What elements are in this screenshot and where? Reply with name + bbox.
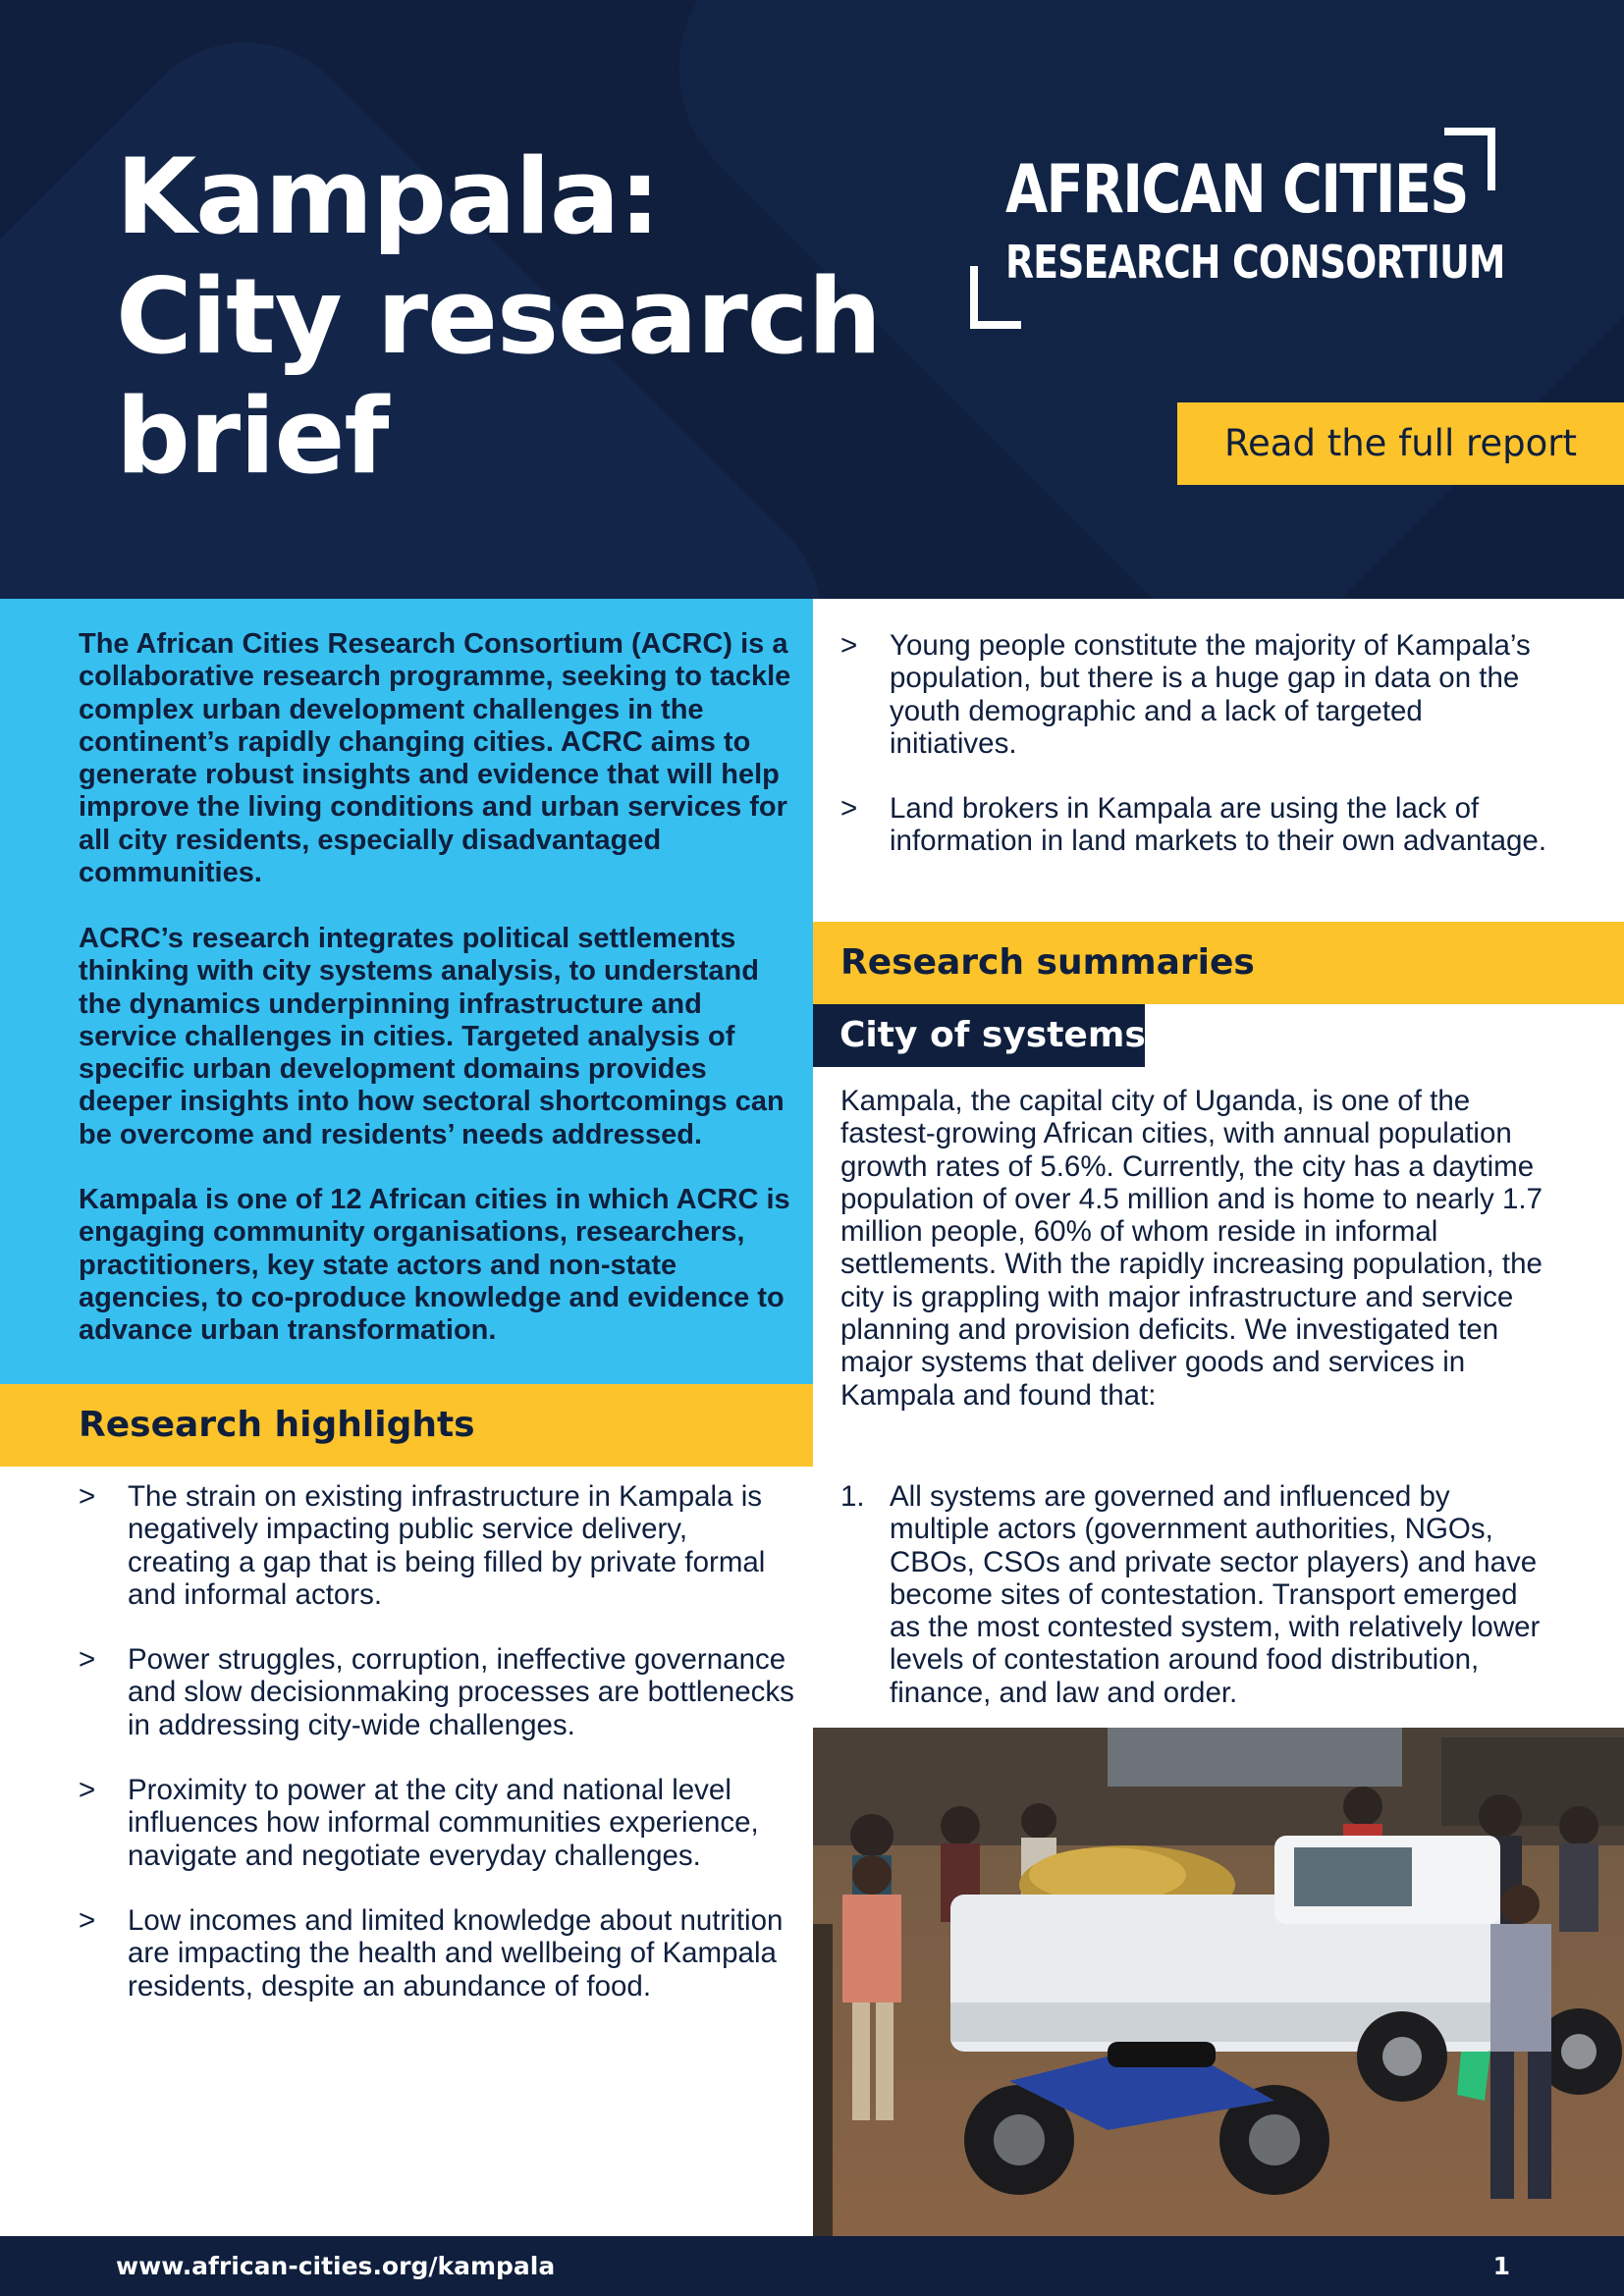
right-highlights-list: [840, 629, 1547, 890]
list-item: [79, 1643, 795, 1741]
intro-paragraph: Kampala is one of 12 African cities in which ACRC is engaging community organisations, researchers, practitioners, key state actors and non-state agencies, to co-produce knowledge and evidence to advance urban transformation.: [79, 1184, 790, 1347]
summary-numbered-list: [840, 1480, 1547, 1741]
list-number: 1.: [840, 1480, 865, 1513]
logo-line-1: AFRICAN CITIES: [1005, 151, 1468, 229]
list-item-text: Low incomes and limited knowledge about nutrition are impacting the health and wellbeing of Kampala residents, despite an abundance of food.: [128, 1903, 784, 2002]
read-full-report-button[interactable]: Read the full report: [1177, 402, 1624, 485]
title-line: Kampala:: [116, 136, 660, 257]
title-line: brief: [116, 376, 389, 497]
page-number: 1: [1492, 2252, 1510, 2280]
list-item: [840, 629, 1547, 760]
list-item-text: Proximity to power at the city and national level influences how informal communities experience, navigate and negotiate everyday challenges.: [128, 1774, 759, 1872]
bullet-marker: >: [79, 1480, 96, 1513]
title-line: City research: [116, 256, 882, 377]
list-item-text: All systems are governed and influenced by multiple actors (government authorities, NGOs, CBOs, CSOs and private sector players) and have become sites of contestation. Transport emerged as the most contested system, with relatively lower levels of contestation around food distribution, finance, and law and order.: [890, 1480, 1541, 1709]
summary-paragraph: Kampala, the capital city of Uganda, is one of the fastest-growing African cities, with annual population growth rates of 5.6%. Currently, the city has a daytime population of over 4.5 million and is home to nearly 1.7 million people, 60% of whom reside in informal settlements. With the rapidly increasing population, the city is grappling with major infrastructure and service planning and provision deficits. We investigated ten major systems that deliver goods and services in Kampala and found that:: [840, 1085, 1543, 1412]
bullet-marker: >: [840, 792, 858, 826]
market-scene-image: [813, 1728, 1624, 2236]
intro-paragraph: The African Cities Research Consortium (ACRC) is a collaborative research programme, seeking to tackle complex urban development challenges in the continent’s rapidly changing cities. ACRC aims to generate robust insights and evidence that will help improve the living conditions and urban services for all city residents, especially disadvantaged communities.: [79, 628, 791, 889]
list-item: [79, 1480, 795, 1611]
list-item: [840, 1480, 1547, 1709]
bullet-marker: >: [79, 1903, 96, 1937]
footer: [0, 2236, 1624, 2296]
market-photo: [813, 1728, 1624, 2236]
research-summaries-heading: Research summaries: [840, 942, 1255, 983]
list-item: [840, 792, 1547, 858]
city-of-systems-heading: City of systems: [839, 1015, 1146, 1055]
highlights-list: [79, 1480, 795, 2035]
city-of-systems-label: [813, 1004, 1145, 1067]
acrc-logo[interactable]: [970, 128, 1505, 329]
bullet-marker: >: [79, 1774, 96, 1807]
research-summaries-band: [813, 922, 1624, 1004]
list-item-text: Power struggles, corruption, ineffective governance and slow decisionmaking processes are bottlenecks in addressing city-wide challenges.: [128, 1643, 794, 1741]
list-item-text: Land brokers in Kampala are using the lack of information in land markets to their own advantage.: [890, 792, 1547, 858]
list-item: [79, 1904, 795, 2002]
footer-url-link[interactable]: www.african-cities.org/kampala: [116, 2252, 556, 2280]
intro-panel: [0, 599, 813, 1384]
list-item-text: Young people constitute the majority of Kampala’s population, but there is a huge gap in data on the youth demographic and a lack of targeted initiatives.: [890, 629, 1531, 760]
page-title: [116, 137, 881, 497]
header-banner: [0, 0, 1624, 599]
bullet-marker: >: [840, 629, 858, 662]
logo-line-2: RESEARCH CONSORTIUM: [1005, 236, 1505, 289]
bullet-marker: >: [79, 1643, 96, 1677]
intro-paragraph: ACRC’s research integrates political settlements thinking with city systems analysis, to understand the dynamics underpinning infrastructure and service challenges in cities. Targeted analysis of specific urban development domains provides deeper insights into how sectoral shortcomings can be overcome and residents’ needs addressed.: [79, 923, 785, 1150]
research-highlights-heading: Research highlights: [79, 1405, 475, 1445]
list-item-text: The strain on existing infrastructure in Kampala is negatively impacting public service delivery, creating a gap that is being filled by private formal and informal actors.: [128, 1480, 766, 1611]
list-item: [79, 1774, 795, 1872]
research-highlights-band: [0, 1384, 813, 1467]
